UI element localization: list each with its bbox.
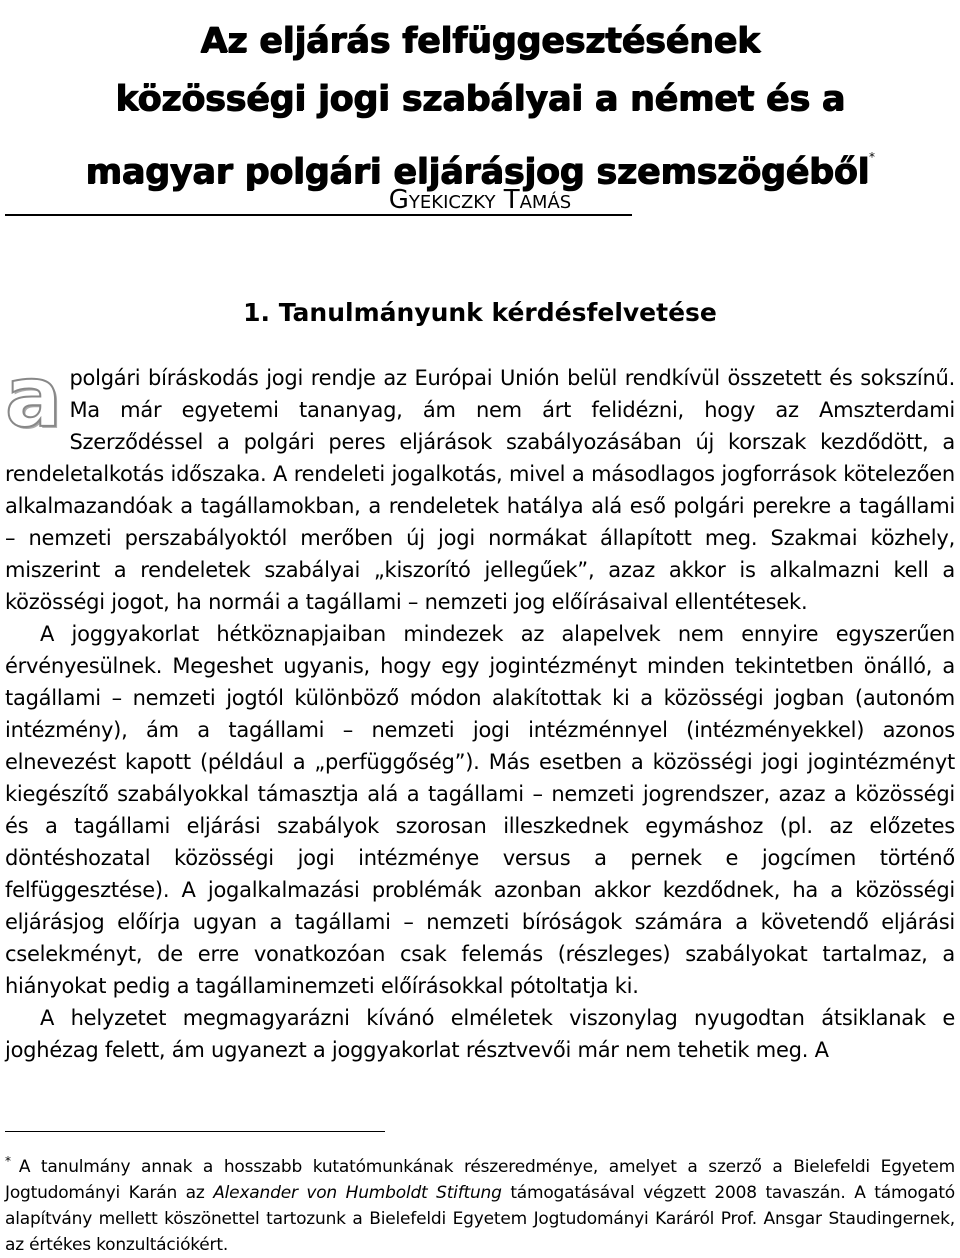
title-footnote-mark: * (869, 150, 875, 164)
drop-cap: a (5, 348, 62, 446)
footnote-mark: * (5, 1154, 11, 1168)
title-line-2: közösségi jogi szabályai a német és a (115, 79, 845, 119)
footnote-paragraph (5, 1148, 955, 1258)
title-line-3-text: magyar polgári eljárásjog szemszögéből (85, 152, 870, 192)
footnote-italic-foundation: Alexander von Humboldt Stiftung (213, 1183, 502, 1203)
paragraph-1-text: polgári bíráskodás jogi rendje az Európai Unión belül rendkívül összetett és sokszínű. Ma már egyetemi tananyag, ám nem árt felidézni, hogy az Amszterdami Szerződéssel a polgári peres eljárások szabályozásában új korszak kezdődött, a rendeletalkotás időszaka. A rendeleti jogalkotás, mivel a másodlagos jogforrások kötelezően alkalmazandóak a tagállamokban, a rendeletek hatálya alá eső polgári perekre a tagállami – nemzeti perszabályoktól merőben új jogi normákat állapított meg. Szakmai közhely, miszerint a rendeletek szabályai „kiszorító jellegűek”, azaz akkor is alkalmazni kell a közösségi jogot, ha normái a tagállami – nemzeti jog előírásaival ellentétesek. (5, 366, 955, 614)
article-title (0, 12, 960, 201)
title-line-1: Az eljárás felfüggesztésének (200, 21, 760, 61)
author-name: Gyekiczky Tamás (388, 185, 572, 215)
footnote (5, 1148, 955, 1258)
body-text (5, 348, 955, 1066)
footnote-text-before: A tanulmány annak a hosszabb kutatómunkának részeredménye, amelyet a szerző a Bielefeldi Egyetem Jogtudományi Karán az (5, 1157, 955, 1203)
title-divider (5, 214, 632, 216)
paragraph-1 (5, 348, 955, 618)
section-heading: 1. Tanulmányunk kérdésfelvetése (243, 298, 717, 327)
paragraph-2: A joggyakorlat hétköznapjaiban mindezek az alapelvek nem ennyire egyszerűen érvényesülnek. Megeshet ugyanis, hogy egy jogintézményt minden tekintetben önálló, a tagállami – nemzeti jogtól különböző módon alakítottak ki a közösségi jogban (autonóm intézmény), ám a tagállami – nemzeti jogi intézménnyel (intézményekkel) azonos elnevezést kapott (például a „perfüggőség”). Más esetben a közösségi jogi jogintézményt kiegészítő szabályokkal támasztja alá a tagállami – nemzeti jogrendszer, azaz a közösségi és a tagállami eljárási szabályok szorosan illeszkednek egymáshoz (pl. az előzetes döntéshozatal közösségi jogi intézménye versus a pernek e jogcímen történő felfüggesztése). A jogalkalmazási problémák azonban akkor kezdődnek, ha a közösségi eljárásjog előírja ugyan a tagállami – nemzeti bíróságok számára a követendő eljárási cselekményt, de erre vonatkozóan csak felemás (részleges) szabályokat tartalmaz, a hiányokat pedig a tagállaminemzeti előírásokkal pótoltatja ki. (5, 622, 955, 998)
footnote-text-after: támogatásával végzett 2008 tavaszán. A támogató alapítvány mellett köszönettel tartozunk a Bielefeldi Egyetem Jogtudományi Karáról Prof. Ansgar Staudingernek, az értékes konzultációkért. (5, 1183, 955, 1255)
footnote-divider (5, 1131, 385, 1132)
paragraph-3: A helyzetet megmagyarázni kívánó elméletek viszonylag nyugodtan átsiklanak e joghézag felett, ám ugyanezt a joggyakorlat résztvevői már nem tehetik meg. A (5, 1006, 955, 1062)
